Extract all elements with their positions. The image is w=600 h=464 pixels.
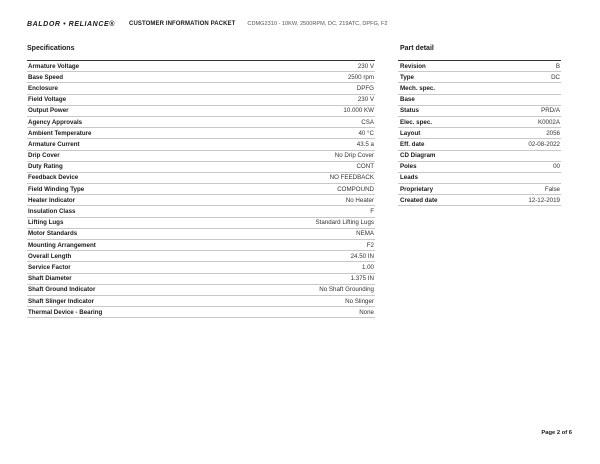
spec-row (27, 262, 375, 273)
part-row (398, 184, 561, 195)
spec-row (27, 72, 375, 83)
part-row (398, 173, 561, 184)
spec-row-value: 24.50 IN (350, 252, 374, 260)
spec-row (27, 184, 375, 195)
part-row-value: 02-08-2022 (528, 140, 560, 148)
part-row-label: CD Diagram (400, 152, 436, 160)
spec-row-label: Heater Indicator (28, 196, 76, 204)
part-row-value: K0002A (537, 118, 560, 126)
spec-row-label: Shaft Diameter (28, 275, 72, 283)
spec-row (27, 307, 375, 318)
spec-row-value: No Shaft Grounding (319, 286, 374, 294)
part-row (398, 195, 561, 206)
spec-row-label: Thermal Device - Bearing (28, 308, 103, 316)
spec-row-label: Mounting Arrangement (28, 241, 96, 249)
spec-row (27, 139, 375, 150)
part-row-label: Created date (400, 196, 438, 204)
spec-row-value: 2500 rpm (347, 73, 374, 81)
spec-row-value: 230 V (357, 62, 374, 70)
spec-row-label: Drip Cover (28, 152, 60, 160)
part-row-value: DC (551, 73, 560, 81)
part-row-label: Revision (400, 62, 426, 70)
spec-row-label: Base Speed (28, 73, 64, 81)
spec-row-value: None (359, 308, 374, 316)
spec-row-value: 1.00 (361, 263, 374, 271)
part-row-label: Elec. spec. (400, 118, 432, 126)
spec-row-label: Lifting Lugs (28, 219, 64, 227)
spec-row-value: CONT (356, 163, 374, 171)
part-row-value: False (544, 185, 560, 193)
part-row-label: Proprietary (400, 185, 434, 193)
part-row-label: Mech. spec. (400, 84, 436, 92)
part-detail-heading: Part detail (400, 45, 434, 52)
packet-title: CUSTOMER INFORMATION PACKET (129, 21, 236, 27)
spec-row-label: Ambient Temperature (28, 129, 92, 137)
spec-row (27, 229, 375, 240)
part-row-label: Poles (400, 163, 417, 171)
part-row-label: Type (400, 73, 414, 81)
spec-row (27, 251, 375, 262)
spec-row-label: Armature Voltage (28, 62, 80, 70)
part-detail-table (398, 60, 561, 206)
spec-row-value: No Drip Cover (334, 152, 374, 160)
part-row (398, 72, 561, 83)
spec-row (27, 106, 375, 117)
part-row-value: 00 (553, 163, 560, 171)
spec-row (27, 206, 375, 217)
spec-row (27, 61, 375, 72)
brand-logo: BALDOR • RELIANCE® (27, 20, 116, 28)
catalog-description: CDMG2310 - 10KW, 2500RPM, DC, 219ATC, DPFG, F2 (247, 21, 388, 27)
spec-row (27, 128, 375, 139)
part-row-value: B (555, 62, 560, 70)
spec-row-label: Shaft Ground Indicator (28, 286, 96, 294)
spec-row-label: Agency Approvals (28, 118, 83, 126)
specifications-table (27, 60, 375, 318)
spec-row-value: No Slinger (345, 297, 374, 305)
spec-row (27, 162, 375, 173)
spec-row-value: 43.5 a (356, 140, 374, 148)
spec-row-label: Shaft Slinger Indicator (28, 297, 95, 305)
spec-row-label: Feedback Device (28, 174, 79, 182)
spec-row (27, 173, 375, 184)
page-number: Page 2 of 6 (541, 430, 572, 436)
part-row (398, 61, 561, 72)
spec-row-value: NO FEEDBACK (329, 174, 374, 182)
spec-row-label: Duty Rating (28, 163, 63, 171)
spec-row (27, 195, 375, 206)
spec-row-label: Overall Length (28, 252, 72, 260)
specifications-heading: Specifications (27, 45, 75, 52)
spec-row-label: Enclosure (28, 84, 58, 92)
spec-row-value: F2 (366, 241, 374, 249)
part-row (398, 139, 561, 150)
spec-row-value: No Heater (345, 196, 374, 204)
spec-row-value: COMPOUND (337, 185, 374, 193)
part-row-label: Status (400, 107, 419, 115)
spec-row (27, 285, 375, 296)
spec-row-value: 10.000 KW (343, 107, 374, 115)
spec-row (27, 274, 375, 285)
spec-row-label: Field Winding Type (28, 185, 85, 193)
spec-row-label: Armature Current (28, 140, 80, 148)
spec-row-label: Field Voltage (28, 96, 67, 104)
spec-row (27, 296, 375, 307)
part-row-label: Leads (400, 174, 418, 182)
spec-row (27, 83, 375, 94)
part-row (398, 106, 561, 117)
spec-row-value: Standard Lifting Lugs (315, 219, 374, 227)
spec-row (27, 218, 375, 229)
spec-row (27, 240, 375, 251)
spec-row-value: F (370, 208, 374, 216)
spec-row-value: NEMA (356, 230, 374, 238)
spec-row-label: Service Factor (28, 263, 71, 271)
spec-row (27, 151, 375, 162)
spec-row-label: Motor Standards (28, 230, 78, 238)
part-row-label: Eff. date (400, 140, 425, 148)
part-row (398, 151, 561, 162)
part-row-label: Base (400, 96, 415, 104)
spec-row-value: DPFG (356, 84, 374, 92)
part-row-value: PRD/A (541, 107, 560, 115)
spec-row (27, 95, 375, 106)
spec-row-value: 40 °C (358, 129, 374, 137)
part-row (398, 83, 561, 94)
spec-row-value: 1.375 IN (350, 275, 374, 283)
part-row (398, 95, 561, 106)
part-row (398, 128, 561, 139)
spec-row (27, 117, 375, 128)
spec-row-value: 230 V (357, 96, 374, 104)
part-row-value: 2056 (546, 129, 560, 137)
spec-row-label: Output Power (28, 107, 69, 115)
part-row (398, 162, 561, 173)
part-row-value: 12-12-2019 (528, 196, 560, 204)
spec-row-value: CSA (361, 118, 374, 126)
document-header (27, 18, 580, 30)
part-row (398, 117, 561, 128)
spec-row-label: Insulation Class (28, 208, 76, 216)
part-row-label: Layout (400, 129, 421, 137)
